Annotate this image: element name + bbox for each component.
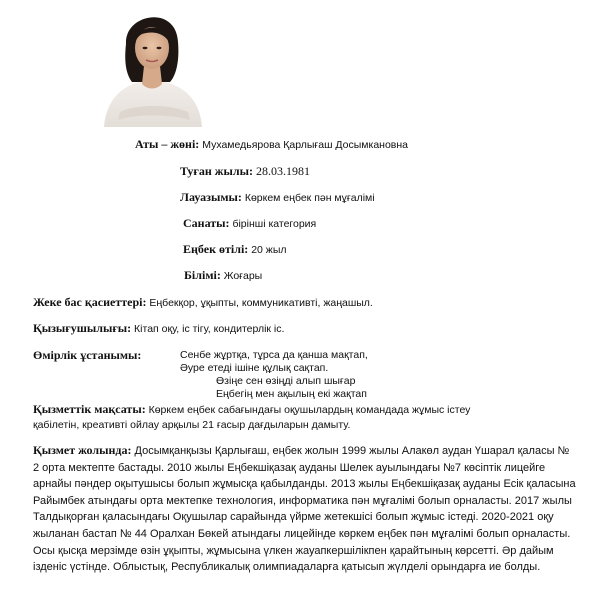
motto-label-text: Өмірлік ұстанымы:: [33, 348, 142, 362]
category-label: Санаты:: [183, 216, 230, 230]
category-row: [183, 216, 316, 231]
goal-label: Қызметтік мақсаты:: [33, 402, 146, 416]
birth-value: 28.03.1981: [252, 164, 310, 178]
name-value: Мухамедьярова Қарлығаш Досымкановна: [199, 139, 409, 151]
goal-line-2: қабілетін, креативті ойлау арқылы 21 ғасыр дағдыларын дамыту.: [33, 419, 351, 431]
hobbies-row: [33, 321, 284, 336]
education-row: [184, 268, 262, 283]
experience-row: [183, 242, 287, 257]
motto-line-2: Әуре етеді ішіне құлық сақтап.: [180, 362, 329, 374]
qualities-label: Жеке бас қасиеттері:: [33, 295, 147, 309]
education-value: Жоғары: [220, 270, 263, 282]
qualities-row: [33, 295, 373, 310]
motto-line-4: Еңбегің мен ақылың екі жақтап: [216, 388, 367, 400]
birth-row: [180, 164, 310, 178]
position-label: Лауазымы:: [180, 190, 242, 204]
education-label: Білімі:: [184, 268, 221, 282]
motto-line-1: Сенбе жұртқа, тұрса да қанша мақтап,: [180, 349, 368, 361]
name-label: Аты – жөні:: [135, 137, 200, 151]
qualities-value: Еңбекқор, ұқыпты, коммуникативті, жаңашыл.: [146, 297, 373, 309]
name-row: [135, 137, 408, 152]
experience-label: Еңбек өтілі:: [183, 242, 249, 256]
experience-value: 20 жыл: [248, 244, 287, 256]
career-paragraph: [33, 443, 578, 576]
profile-photo: [96, 4, 210, 127]
career-label: Қызмет жолында:: [33, 443, 132, 457]
motto-label: [33, 348, 141, 362]
birth-label: Туған жылы:: [180, 164, 253, 178]
goal-line-1: Көркем еңбек сабағындағы оқушылардың командада жұмыс істеу: [145, 404, 471, 416]
hobbies-label: Қызығушылығы:: [33, 321, 132, 335]
position-value: Көркем еңбек пән мұғалімі: [241, 192, 375, 204]
category-value: бірінші категория: [229, 218, 317, 230]
goal-row: [33, 402, 470, 417]
position-row: [180, 190, 375, 205]
hobbies-value: Кітап оқу, іс тігу, кондитерлік іс.: [131, 323, 285, 335]
motto-line-3: Өзіңе сен өзіңді алып шығар: [216, 375, 356, 387]
career-text: Досымқанқызы Қарлығаш, еңбек жолын 1999 жылы Алакөл аудан Үшарал қаласы № 2 орта мектепте бастады. 2010 жылы Еңбекшіқазақ ауданы Шелек ауылындағы №7 көсіптік лицейге арнайы пәндер оқытушысы болып жұмысқа қабылданды. 2013 жылы Еңбекшіқазақ ауданы Есік қаласына Райымбек атындағы орта мектепке технология, информатика пән мұғалімі болып орналасты. 2017 жылы Талдықорған қаласындағы Оқушылар сарайында үйрме жетекшісі болып жұмыс істеді. 2020-2021 оқу жыланан бастап № 44 Оралхан Бөкей атындағы лицейінде көркем еңбек пән мұғалімі болып орналасты. Осы қысқа мерзімде өзін ұқыпты, жұмысына үлкен жауапкершілікпен қарайтының көрсетті. Әр дайым ізденіс үстінде. Облыстық, Республикалық олимпиадаларға қатысып жүлделі орындарға ие болды.: [33, 445, 576, 574]
